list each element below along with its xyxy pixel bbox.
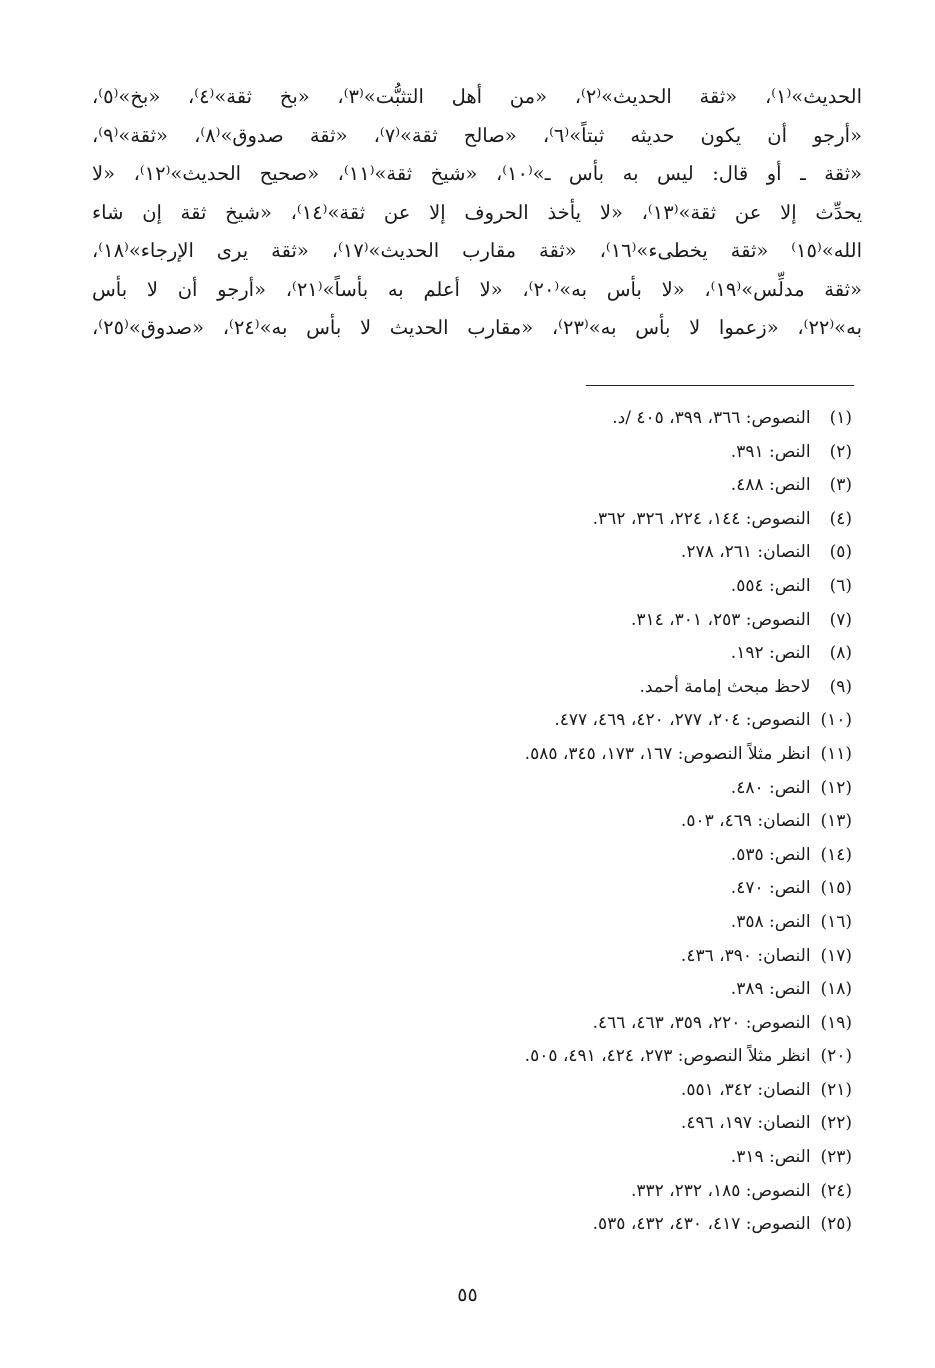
footnote-number: (٥) (829, 542, 852, 563)
footnote-number: (١٣) (820, 811, 852, 832)
footnote-number: (٤) (829, 508, 852, 529)
footnote-number: (١٤) (820, 844, 852, 865)
footnote-text: النص: ٥٣٥. (730, 844, 811, 865)
body-line: «أرجو أن يكون حديثه ثبتاً»⁽٦⁾، «صالح ثقة»⁽٧⁾، «ثقة صدوق»⁽٨⁾، «ثقة»⁽٩⁾، (92, 123, 862, 147)
footnote-divider (586, 385, 854, 386)
footnote-item (332, 402, 852, 436)
footnote-item (332, 604, 852, 638)
footnote-number: (١١) (820, 743, 852, 764)
footnote-item (332, 503, 852, 537)
footnote-number: (٢٠) (820, 1046, 852, 1067)
footnote-item (332, 1040, 852, 1074)
footnote-item (332, 1074, 852, 1108)
body-line: «ثقة مدلِّس»⁽١٩⁾، «لا بأس به»⁽٢٠⁾، «لا أعلم به بأساً»⁽٢١⁾، «أرجو أن لا بأس (92, 277, 862, 301)
footnote-text: النصان: ٣٩٠، ٤٣٦. (680, 945, 811, 966)
footnote-text: النص: ٤٧٠. (730, 878, 811, 899)
footnote-number: (٨) (829, 643, 852, 664)
footnote-item (332, 940, 852, 974)
footnote-text: النص: ٤٨٨. (730, 475, 811, 496)
footnote-item (332, 436, 852, 470)
footnote-text: النصوص: ٢٠٤، ٢٧٧، ٤٢٠، ٤٦٩، ٤٧٧. (554, 710, 811, 731)
footnote-number: (٣) (829, 475, 852, 496)
footnote-number: (٢٥) (820, 1214, 852, 1235)
footnote-number: (١٥) (820, 878, 852, 899)
footnote-item (332, 839, 852, 873)
footnote-item (332, 1107, 852, 1141)
footnote-text: النص: ٤٨٠. (730, 777, 811, 798)
footnote-item (332, 536, 852, 570)
body-line: الحديث»⁽١⁾، «ثقة الحديث»⁽٢⁾، «من أهل التثبُّت»⁽٣⁾، «بخ ثقة»⁽٤⁾، «بخ»⁽٥⁾، (92, 85, 862, 108)
footnote-number: (١٢) (820, 777, 852, 798)
footnote-item (332, 671, 852, 705)
footnote-number: (١٨) (820, 979, 852, 1000)
footnote-text: النصوص: ٢٢٠، ٣٥٩، ٤٦٣، ٤٦٦. (592, 1012, 811, 1033)
footnote-number: (٦) (829, 575, 852, 596)
footnote-number: (٢٤) (820, 1180, 852, 1201)
footnote-item (332, 704, 852, 738)
footnote-text: النصوص: ١٤٤، ٢٢٤، ٣٢٦، ٣٦٢. (592, 508, 811, 529)
footnote-text: انظر مثلاً النصوص: ١٦٧، ١٧٣، ٣٤٥، ٥٨٥. (524, 743, 811, 764)
footnotes-list (332, 402, 852, 1242)
body-line: الله»⁽١٥⁾ «ثقة يخطىء»⁽١٦⁾، «ثقة مقارب الحديث»⁽١٧⁾، «ثقة يرى الإرجاء»⁽١٨⁾، (92, 239, 862, 262)
footnote-text: النصوص: ٢٥٣، ٣٠١، ٣١٤. (630, 609, 811, 630)
footnote-text: النصوص: ١٨٥، ٢٣٢، ٣٣٢. (630, 1180, 811, 1201)
footnote-number: (٢٢) (820, 1113, 852, 1134)
footnote-item (332, 772, 852, 806)
footnote-number: (١٧) (820, 945, 852, 966)
page-number: ٥٥ (457, 1284, 478, 1306)
footnote-item (332, 469, 852, 503)
footnote-number: (٢٣) (820, 1147, 852, 1168)
footnote-text: النص: ٣١٩. (730, 1147, 811, 1168)
footnote-item (332, 906, 852, 940)
footnote-text: النصان: ١٩٧، ٤٩٦. (680, 1113, 811, 1134)
footnote-text: النص: ١٩٢. (730, 643, 811, 664)
footnote-item (332, 805, 852, 839)
footnote-item (332, 1175, 852, 1209)
footnote-text: النصوص: ٤١٧، ٤٣٠، ٤٣٢، ٥٣٥. (592, 1214, 811, 1235)
footnote-text: انظر مثلاً النصوص: ٢٧٣، ٤٢٤، ٤٩١، ٥٠٥. (524, 1046, 811, 1067)
footnote-text: النصان: ٢٦١، ٢٧٨. (680, 542, 811, 563)
footnote-number: (١٩) (820, 1012, 852, 1033)
footnote-number: (١) (829, 408, 852, 428)
footnote-item (332, 637, 852, 671)
footnote-number: (٢١) (820, 1079, 852, 1100)
footnote-text: لاحظ مبحث إمامة أحمد. (639, 676, 811, 697)
body-line: يحدِّث إلا عن ثقة»⁽١٣⁾، «لا يأخذ الحروف إلا عن ثقة»⁽١٤⁾، «شيخ ثقة إن شاء (92, 200, 862, 224)
footnote-text: النصان: ٣٤٢، ٥٥١. (680, 1079, 811, 1100)
footnote-text: النص: ٥٥٤. (730, 575, 811, 596)
body-paragraph (92, 78, 862, 348)
footnote-item (332, 872, 852, 906)
footnote-number: (٧) (829, 609, 852, 630)
footnote-item (332, 738, 852, 772)
footnote-number: (١٠) (820, 710, 852, 731)
body-line: «ثقة ـ أو قال: ليس به بأس ـ»⁽١٠⁾، «شيخ ثقة»⁽١١⁾، «صحيح الحديث»⁽١٢⁾، «لا (92, 162, 862, 185)
footnote-number: (١٦) (820, 911, 852, 932)
footnote-text: النصوص: ٣٦٦، ٣٩٩، ٤٠٥ /د. (612, 408, 811, 428)
footnote-number: (٩) (829, 676, 852, 697)
footnote-text: النصان: ٤٦٩، ٥٠٣. (680, 811, 811, 832)
footnote-text: النص: ٣٨٩. (730, 979, 811, 1000)
footnote-item (332, 570, 852, 604)
body-line: به»⁽٢٢⁾، «زعموا لا بأس به»⁽٢٣⁾، «مقارب الحديث لا بأس به»⁽٢٤⁾، «صدوق»⁽٢٥⁾، (92, 316, 862, 339)
footnote-item (332, 973, 852, 1007)
footnote-item (332, 1208, 852, 1242)
footnote-number: (٢) (829, 441, 852, 462)
footnote-text: النص: ٣٥٨. (730, 911, 811, 932)
footnote-item (332, 1007, 852, 1041)
footnote-item (332, 1141, 852, 1175)
footnote-text: النص: ٣٩١. (730, 441, 811, 462)
